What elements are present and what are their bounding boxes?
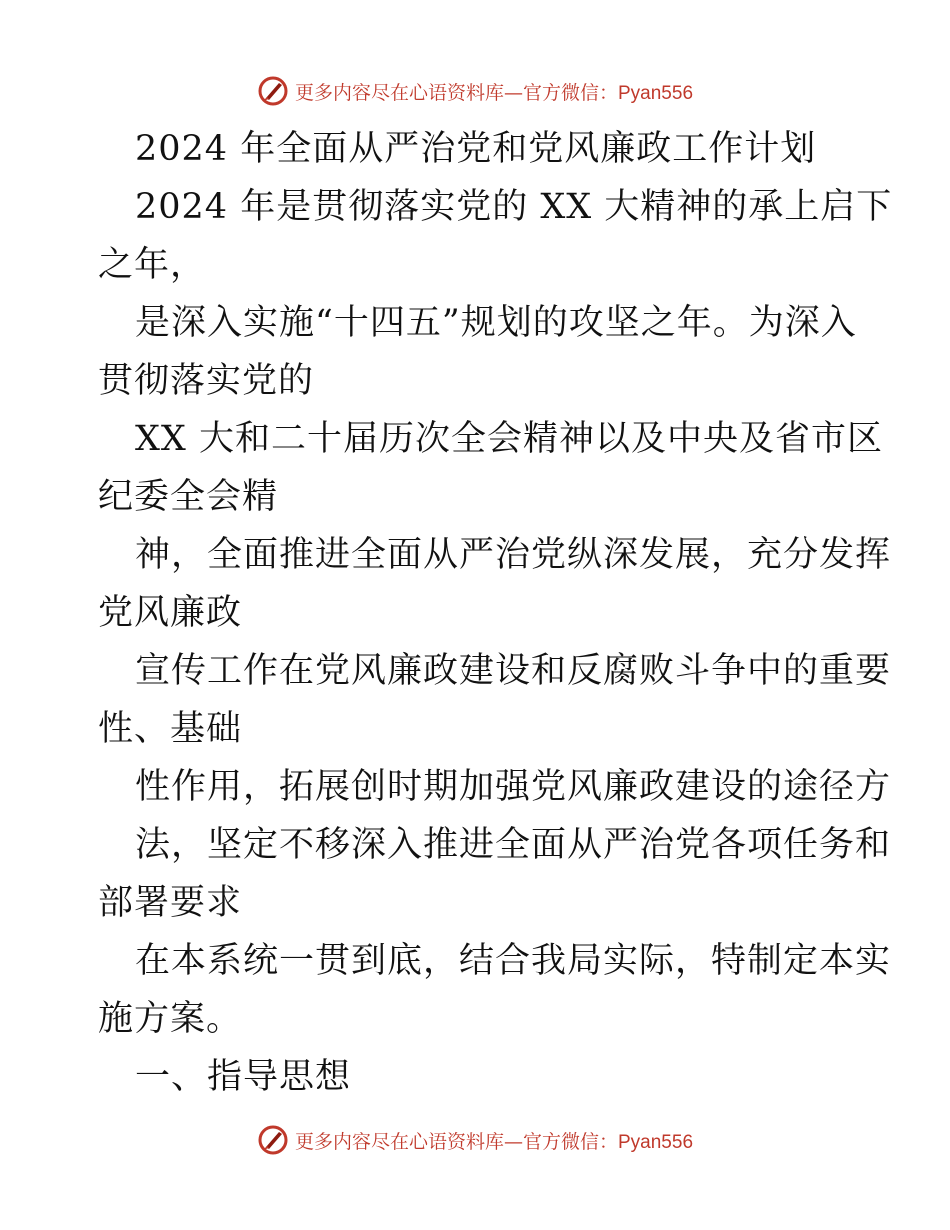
paragraph-line: 在本系统一贯到底，结合我局实际，特制定本实	[135, 941, 892, 981]
watermark-wechat-id: Pyan556	[618, 1131, 694, 1153]
paragraph-line: 贯彻落实党的	[98, 361, 315, 401]
paragraph-line: 之年，	[98, 245, 207, 285]
paragraph-line: 神，全面推进全面从严治党纵深发展，充分发挥	[135, 535, 892, 575]
paragraph-line: 法，坚定不移深入推进全面从严治党各项任务和	[135, 825, 892, 865]
paragraph-line: 宣传工作在党风廉政建设和反腐败斗争中的重要	[135, 651, 892, 691]
paragraph-line: 是深入实施“十四五”规划的攻坚之年。为深入	[135, 303, 857, 343]
watermark-wechat-id: Pyan556	[618, 82, 694, 104]
watermark-footer	[0, 1120, 950, 1160]
watermark-header	[0, 71, 950, 111]
document-title: 2024 年全面从严治党和党风廉政工作计划	[135, 129, 817, 169]
quill-logo-icon	[257, 75, 289, 107]
paragraph-line: 2024 年是贯彻落实党的 XX 大精神的承上启下	[135, 187, 893, 227]
paragraph-line: 性作用，拓展创时期加强党风廉政建设的途径方	[135, 767, 892, 807]
paragraph-line: 性、基础	[98, 709, 243, 749]
paragraph-line: XX 大和二十届历次全会精神以及中央及省市区	[135, 419, 883, 459]
paragraph-line: 部署要求	[98, 883, 243, 923]
watermark-text: 更多内容尽在心语资料库—官方微信：Pyan556	[294, 1130, 694, 1153]
paragraph-line: 纪委全会精	[98, 477, 279, 517]
quill-logo-icon	[257, 1124, 289, 1156]
paragraph-line: 党风廉政	[98, 593, 243, 633]
paragraph-line: 施方案。	[98, 999, 243, 1039]
section-heading: 一、指导思想	[135, 1057, 352, 1097]
watermark-text: 更多内容尽在心语资料库—官方微信：Pyan556	[294, 81, 694, 104]
